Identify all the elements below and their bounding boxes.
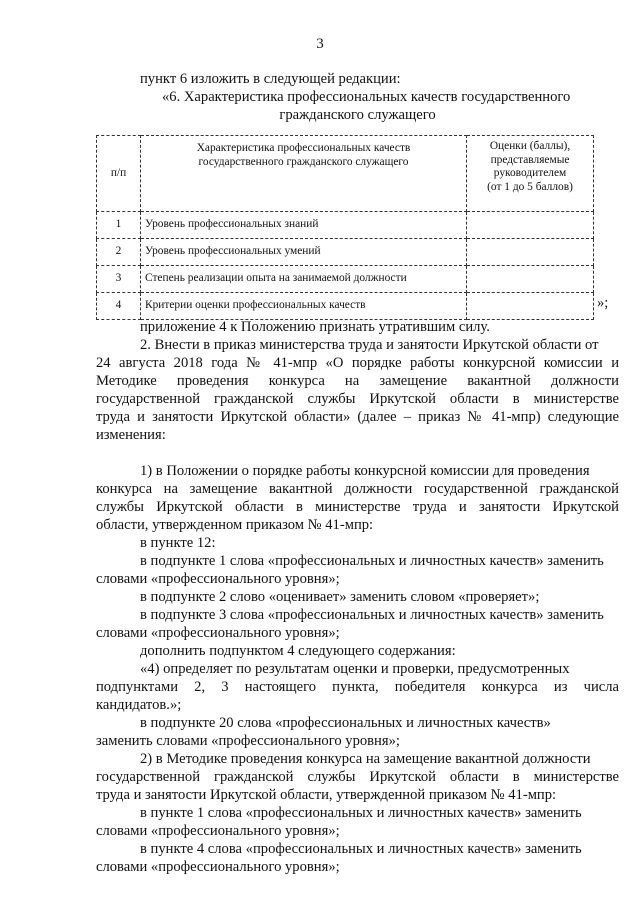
- header-score-line: представляемые: [490, 153, 570, 166]
- body-line: в подпункте 3 слова «профессиональных и личностных качеств» заменить: [140, 607, 604, 623]
- body-line: словами «профессионального уровня»;: [96, 823, 340, 839]
- body-line: службы Иркутской области в министерстве труда и занятости Иркутской: [96, 499, 619, 515]
- row-text: Уровень профессиональных знаний: [141, 212, 467, 239]
- body-line: области, утвержденном приказом № 41-мпр:: [96, 517, 374, 533]
- table-row: [97, 239, 594, 266]
- row-text: Степень реализации опыта на занимаемой должности: [141, 266, 467, 293]
- intro-line: пункт 6 изложить в следующей редакции:: [140, 71, 401, 87]
- body-line: 2. Внести в приказ министерства труда и занятости Иркутской области от: [140, 337, 599, 353]
- body-line: в подпункте 2 слово «оценивает» заменить словом «проверяет»;: [140, 589, 540, 605]
- page-number: 3: [316, 36, 324, 52]
- header-score-line: (от 1 до 5 баллов): [487, 180, 573, 193]
- table-header-row: [97, 136, 594, 212]
- row-text: Критерии оценки профессиональных качеств: [141, 293, 467, 320]
- body-line: 1) в Положении о порядке работы конкурсной комиссии для проведения: [140, 463, 590, 479]
- row-text: Уровень профессиональных умений: [141, 239, 467, 266]
- body-line: словами «профессионального уровня»;: [96, 625, 340, 641]
- body-line: 24 августа 2018 года № 41-мпр «О порядке работы конкурсной комиссии и: [96, 355, 619, 371]
- body-line: в пункте 12:: [140, 535, 216, 551]
- body-line: изменения:: [96, 427, 166, 443]
- row-score: [467, 239, 594, 266]
- body-line: в пункте 1 слова «профессиональных и личностных качеств» заменить: [140, 805, 582, 821]
- header-characteristic-line: государственного гражданского служащего: [198, 155, 409, 168]
- characteristics-table: [96, 135, 594, 320]
- row-num: 1: [97, 212, 141, 239]
- table-row: [97, 266, 594, 293]
- body-line: словами «профессионального уровня»;: [96, 859, 340, 875]
- header-score-line: руководителем: [493, 167, 567, 179]
- body-line: «4) определяет по результатам оценки и проверки, предусмотренных: [140, 661, 570, 677]
- row-score: [467, 266, 594, 293]
- body-line: Методике проведения конкурса на замещение вакантной должности: [96, 373, 619, 389]
- header-characteristic-line: Характеристика профессиональных качеств: [196, 142, 411, 154]
- header-score-line: Оценки (баллы),: [489, 140, 571, 152]
- header-score: [467, 136, 594, 212]
- body-line: словами «профессионального уровня»;: [96, 571, 340, 587]
- body-line: подпунктами 2, 3 настоящего пункта, победителя конкурса из числа: [96, 679, 619, 695]
- header-characteristic: [141, 136, 467, 212]
- row-num: 4: [97, 293, 141, 320]
- header-num: п/п: [97, 136, 141, 212]
- table-row: [97, 293, 594, 320]
- section-title-line-2: гражданского служащего: [279, 107, 436, 123]
- body-line: приложение 4 к Положению признать утратившим силу.: [140, 319, 490, 335]
- body-line: в пункте 4 слова «профессиональных и личностных качеств» заменить: [140, 841, 582, 857]
- body-line: 2) в Методике проведения конкурса на замещение вакантной должности: [140, 751, 591, 767]
- body-line: кандидатов.»;: [96, 697, 182, 713]
- body-line: труда и занятости Иркутской области, утвержденной приказом № 41-мпр:: [96, 787, 557, 803]
- row-num: 3: [97, 266, 141, 293]
- row-score: [467, 212, 594, 239]
- body-line: в подпункте 1 слова «профессиональных и личностных качеств» заменить: [140, 553, 604, 569]
- body-line: в подпункте 20 слова «профессиональных и личностных качеств»: [140, 715, 551, 731]
- body-line: государственной гражданской службы Иркутской области в министерстве: [96, 769, 619, 785]
- table-closing-mark: »;: [597, 295, 609, 311]
- body-line: дополнить подпунктом 4 следующего содержания:: [140, 643, 456, 659]
- body-line: государственной гражданской службы Иркутской области в министерстве: [96, 391, 619, 407]
- body-line: конкурса на замещение вакантной должности государственной гражданской: [96, 481, 619, 497]
- table-row: [97, 212, 594, 239]
- body-line: заменить словами «профессионального уровня»;: [96, 733, 400, 749]
- row-score: [467, 293, 594, 320]
- section-title-line-1: «6. Характеристика профессиональных качеств государственного: [162, 89, 571, 105]
- body-line: труда и занятости Иркутской области» (далее – приказ № 41-мпр) следующие: [96, 409, 619, 425]
- row-num: 2: [97, 239, 141, 266]
